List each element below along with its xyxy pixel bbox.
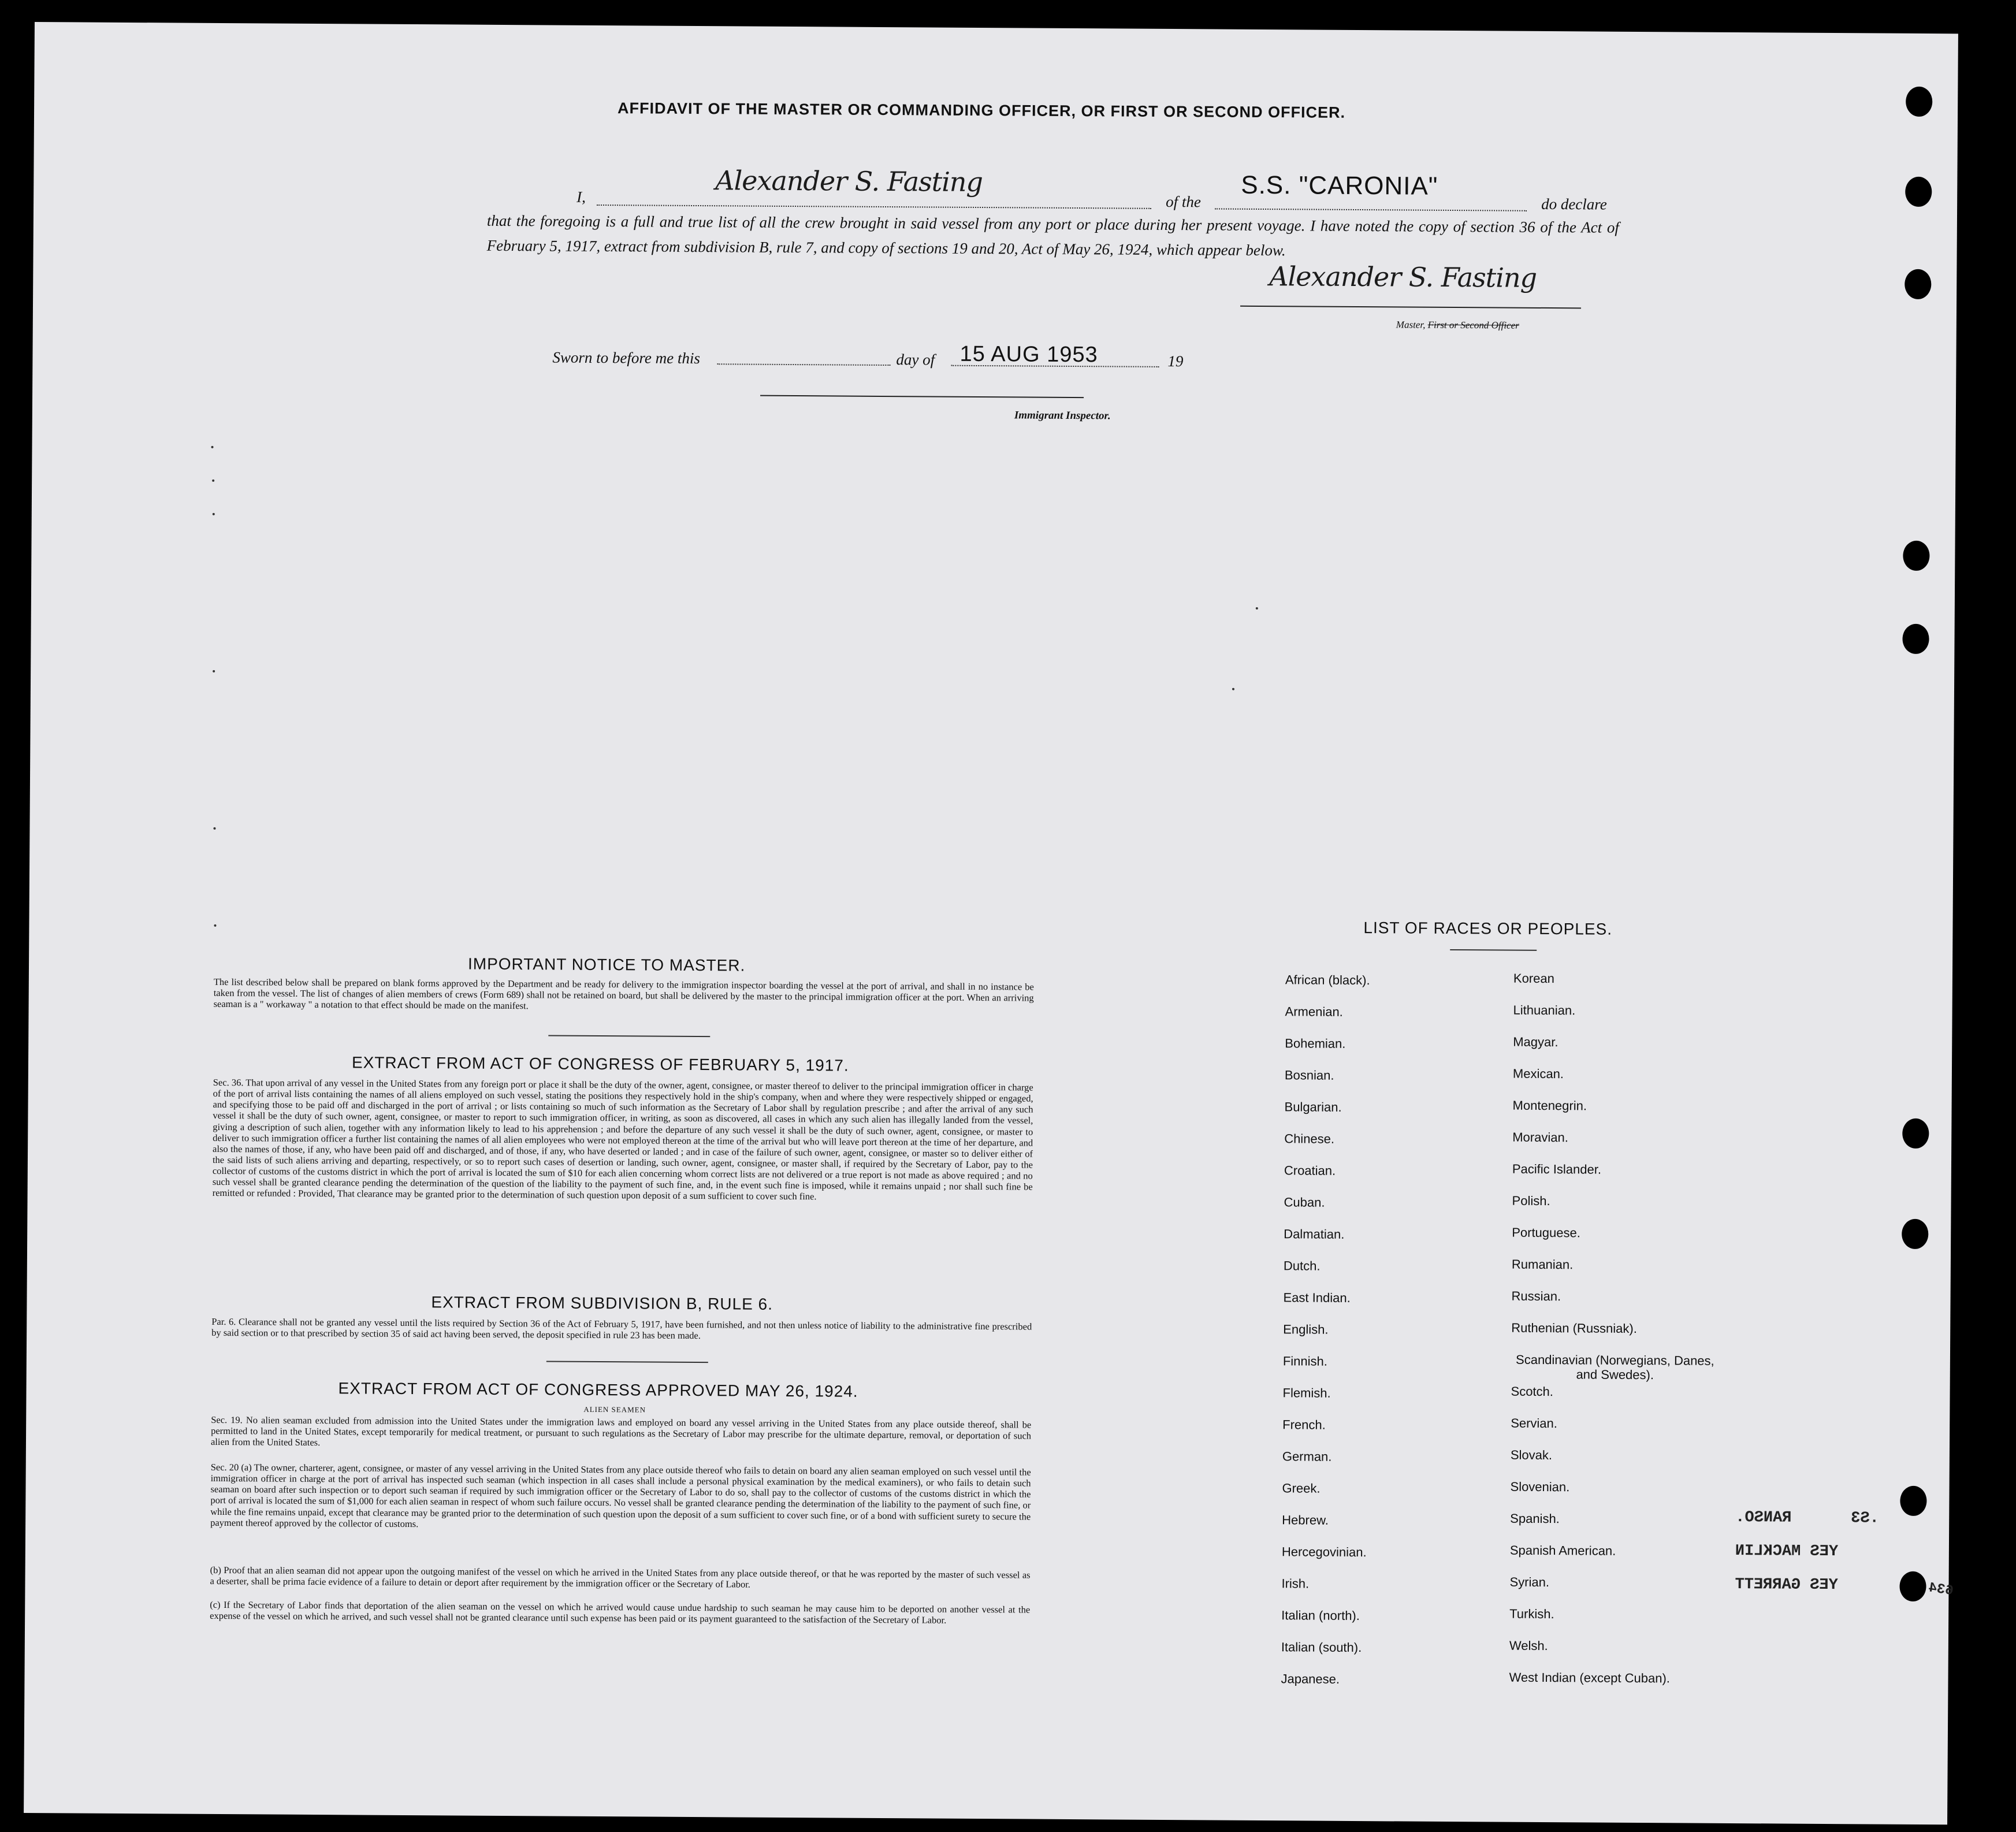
punch-hole <box>1902 1219 1928 1249</box>
dot <box>213 670 215 672</box>
race-item: Bohemian. <box>1285 1036 1346 1051</box>
race-item: Montenegrin. <box>1512 1098 1587 1113</box>
punch-hole <box>1899 1571 1926 1601</box>
race-item: Portuguese. <box>1512 1225 1580 1240</box>
date-stamp: 15 AUG 1953 <box>959 341 1098 367</box>
punch-hole <box>1905 269 1931 299</box>
sworn-day-line <box>717 356 890 366</box>
race-item: Magyar. <box>1513 1034 1559 1050</box>
master-title <box>1396 319 1519 331</box>
extract-1924-title: EXTRACT FROM ACT OF CONGRESS APPROVED MAY 26, 1924. <box>338 1379 858 1400</box>
race-item: Syrian. <box>1509 1574 1550 1590</box>
bleedthrough-row1: RANSO. <box>1735 1509 1792 1527</box>
punch-hole <box>1905 177 1932 207</box>
year-prefix: 19 <box>1167 352 1184 370</box>
notice-title: IMPORTANT NOTICE TO MASTER. <box>467 954 746 975</box>
race-item: Finnish. <box>1282 1354 1328 1369</box>
master-signature: Alexander S. Fasting <box>1269 261 1537 293</box>
race-item: Lithuanian. <box>1513 1002 1576 1018</box>
extract-1917-text: Sec. 36. That upon arrival of any vessel in the United States from any foreign port or place it shall be the duty of the owner, agent, consignee, or master thereof to deliver to the principal immigration officer in charge of the port of arrival lists containing the names of all aliens employed on such vessel, stating the positions they respectively hold in the ship's company, when and where they were respectively shipped or engaged, and specifying those to be paid off and discharged in the port of arrival ; or lists containing so much of such information as the Secretary of Labor shall by regulation prescribe ; and after the arrival of any such vessel it shall be the duty of such owner, agent, consignee, or master to report to such immigration officer, in writing, as soon as discovered, all cases in which any such alien has illegally landed from the vessel, giving a description of such alien, together with any information likely to lead to his apprehension ; and before the departure of any such vessel it shall be the duty of such owner, agent, consignee, or master to deliver to such immigration officer a further list containing the names of all alien employees who were not employed thereon at the time of the arrival but who will leave port thereon at the time of her departure, and also the names of those, if any, who have been paid off and discharged, and of those, if any, who have deserted or landed ; and in case of the failure of such owner, agent, consignee, or master so to deliver either of the said lists of such aliens arriving and departing, respectively, or so to report such cases of desertion or landing, such owner, agent, consignee, or master shall, if required by the Secretary of Labor, pay to the collector of customs of the customs district in which the port of arrival is located the sum of $10 for each alien concerning whom correct lists are not delivered or a true report is not made as above required ; and no such vessel shall be granted clearance pending the determination of the question of the liability to the payment of such fine, and, in the event such fine is imposed, while it remains unpaid ; nor shall such fine be remitted or refunded : Provided, That clearance may be granted prior to the determination of such question upon deposit of a sum sufficient to cover such fine. <box>212 1076 1033 1202</box>
race-item: African (black). <box>1285 972 1370 988</box>
sec19-text: Sec. 19. No alien seaman excluded from admission into the United States under the immigration laws and employed on board any vessel arriving in the United States from any place outside thereof, shall be permitted to land in the United States, except temporarily for medical treatment, or pursuant to such regulations as the Secretary of Labor may prescribe for the ultimate departure, removal, or deportation of such alien from the United States. <box>210 1414 1032 1448</box>
race-item: Armenian. <box>1285 1004 1343 1019</box>
inspector-signature-line <box>760 395 1084 398</box>
document-page <box>24 22 1958 1824</box>
race-item: Flemish. <box>1282 1385 1331 1400</box>
of-the-label: of the <box>1166 192 1201 211</box>
rule6-title: EXTRACT FROM SUBDIVISION B, RULE 6. <box>431 1293 773 1313</box>
race-item: West Indian (except Cuban). <box>1509 1670 1671 1686</box>
race-item: Spanish American. <box>1509 1543 1616 1558</box>
race-item: Bulgarian. <box>1284 1099 1342 1114</box>
i-label: I, <box>576 188 586 206</box>
do-declare-label: do declare <box>1541 195 1607 213</box>
divider <box>1450 949 1537 951</box>
race-item: Hebrew. <box>1282 1513 1329 1528</box>
dot <box>213 513 215 515</box>
race-item: Japanese. <box>1281 1671 1340 1686</box>
race-item: German. <box>1282 1449 1332 1464</box>
notice-text: The list described below shall be prepared on blank forms approved by the Department and be ready for delivery to the immigration inspector boarding the vessel at the port of arrival, and shall in no instance be taken from the vessel. The list of changes of alien members of crews (Form 689) shall not be retained on board, but shall be delivered by the master to the principal immigration officer at the port. When an arriving seaman is a " workaway " a notation to that effect should be made on the manifest. <box>213 976 1034 1012</box>
race-item: Dalmatian. <box>1284 1227 1345 1242</box>
race-item: Ruthenian (Russniak). <box>1511 1320 1637 1336</box>
extract-1917-title: EXTRACT FROM ACT OF CONGRESS OF FEBRUARY 5, 1917. <box>351 1053 849 1075</box>
race-item: Turkish. <box>1509 1606 1554 1622</box>
race-item: Dutch. <box>1283 1258 1321 1273</box>
dot <box>212 480 214 482</box>
divider <box>546 1361 708 1363</box>
sec20a-text: Sec. 20 (a) The owner, charterer, agent, consignee, or master of any vessel arriving in the United States from any place outside thereof who fails to detain on board any alien seaman employed on such vessel until the immigration officer in charge at the port of arrival has inspected such seaman (which inspection in all cases shall include a personal physical examination by the medical examiners), or who fails to detain such seaman on board after such inspection or to deport such seaman if required by such immigration officer or the Secretary of Labor to do so, shall pay to the collector of customs of the customs district in which the port of arrival is located the sum of $1,000 for each alien seaman in respect of whom such failure occurs. No vessel shall be granted clearance pending the determination of the liability to the payment of such fine, or while the fine remains unpaid, except that clearance may be granted prior to the determination of such question upon the deposit of a sum sufficient to cover such fine, or of a bond with sufficient surety to secure the payment thereof approved by the collector of customs. <box>210 1461 1031 1529</box>
inspector-label: Immigrant Inspector. <box>1014 409 1111 422</box>
race-item: Hercegovinian. <box>1281 1544 1367 1560</box>
dot <box>1232 688 1234 690</box>
race-item: Russian. <box>1511 1288 1561 1304</box>
divider <box>548 1035 710 1037</box>
race-item: Slovak. <box>1510 1447 1553 1463</box>
race-item: Bosnian. <box>1284 1068 1334 1083</box>
bleedthrough-margin-number: 634 <box>1927 1580 1955 1600</box>
race-item: Italian (south). <box>1281 1640 1362 1655</box>
race-item: Croatian. <box>1284 1163 1336 1178</box>
race-item: French. <box>1282 1417 1326 1432</box>
race-item: Cuban. <box>1284 1195 1325 1210</box>
race-item: Moravian. <box>1512 1129 1568 1145</box>
alien-seamen-subtitle: ALIEN SEAMEN <box>583 1404 646 1414</box>
punch-hole <box>1903 541 1929 571</box>
race-item: Pacific Islander. <box>1512 1161 1602 1177</box>
dot <box>213 827 215 830</box>
race-item: Rumanian. <box>1511 1257 1574 1272</box>
race-item: Greek. <box>1282 1481 1321 1496</box>
declaration-paragraph: that the foregoing is a full and true list of all the crew brought in said vessel from any port or place during her present voyage. I have noted the copy of section 36 of the Act of February 5, 1917, extract from subdivision B, rule 7, and copy of sections 19 and 20, Act of May 26, 1924, which appear below. <box>486 211 1619 259</box>
master-title-label: Master, <box>1396 319 1428 330</box>
punch-hole <box>1906 87 1932 117</box>
dot <box>211 446 213 448</box>
punch-hole <box>1902 624 1929 654</box>
dot <box>214 924 216 927</box>
affidavit-title: AFFIDAVIT OF THE MASTER OR COMMANDING OFFICER, OR FIRST OR SECOND OFFICER. <box>618 99 1346 121</box>
punch-hole <box>1902 1118 1929 1149</box>
races-title: LIST OF RACES OR PEOPLES. <box>1363 919 1613 938</box>
race-item: Italian (north). <box>1281 1608 1360 1623</box>
sec20c-text: (c) If the Secretary of Labor finds that deportation of the alien seaman on the vessel on which he arrived would cause undue hardship to such seaman he may cause him to be deported on another vessel at the expense of the vessel on which he arrived, and such vessel shall not be granted clearance until such expense has been paid or its payment guaranteed to the satisfaction of the Secretary of Labor. <box>210 1599 1031 1626</box>
race-item: Servian. <box>1511 1415 1558 1431</box>
race-item: Polish. <box>1512 1193 1550 1209</box>
race-item: Slovenian. <box>1510 1479 1570 1495</box>
master-signature-line <box>1240 306 1581 309</box>
day-of-label: day of <box>896 351 935 369</box>
punch-hole <box>1900 1486 1926 1516</box>
race-item: Spanish. <box>1510 1511 1560 1526</box>
dot <box>1256 607 1258 610</box>
sec20b-text: (b) Proof that an alien seaman did not appear upon the outgoing manifest of the vessel on which he arrived in the United States from any place outside thereof, or that he was reported by the master of such vessel as a deserter, shall be prima facie evidence of a failure to detain or deport after requirement by the immigration officer or the Secretary of Labor. <box>210 1564 1031 1590</box>
race-item: Chinese. <box>1284 1131 1335 1146</box>
race-item: Mexican. <box>1512 1066 1564 1082</box>
vessel-name: S.S. "CARONIA" <box>1241 170 1438 200</box>
sworn-label: Sworn to before me this <box>552 348 701 367</box>
rule6-text: Par. 6. Clearance shall not be granted any vessel until the lists required by Section 36 of the Act of February 5, 1917, have been furnished, and not then unless notice of liability to the administrative fine prescribed by said section or to that prescribed by section 35 of said act having been served, the deposit specified in rule 23 has been made. <box>211 1316 1032 1342</box>
race-item: East Indian. <box>1283 1290 1351 1305</box>
bleedthrough-row1b: .S3 <box>1851 1510 1879 1528</box>
master-name-signature: Alexander S. Fasting <box>715 165 983 198</box>
race-item: Scandinavian (Norwegians, Danes, and Swedes). <box>1516 1352 1714 1383</box>
race-item: Irish. <box>1281 1576 1310 1591</box>
race-item: Welsh. <box>1509 1638 1548 1653</box>
struck-officer-title: First or Second Officer <box>1427 319 1519 331</box>
race-item: Scotch. <box>1511 1384 1554 1399</box>
race-item: Korean <box>1513 971 1554 986</box>
race-item: English. <box>1283 1322 1329 1337</box>
bleedthrough-row3: YES GARRETT <box>1735 1576 1838 1595</box>
bleedthrough-row2: YES MACKLIN <box>1735 1543 1839 1561</box>
